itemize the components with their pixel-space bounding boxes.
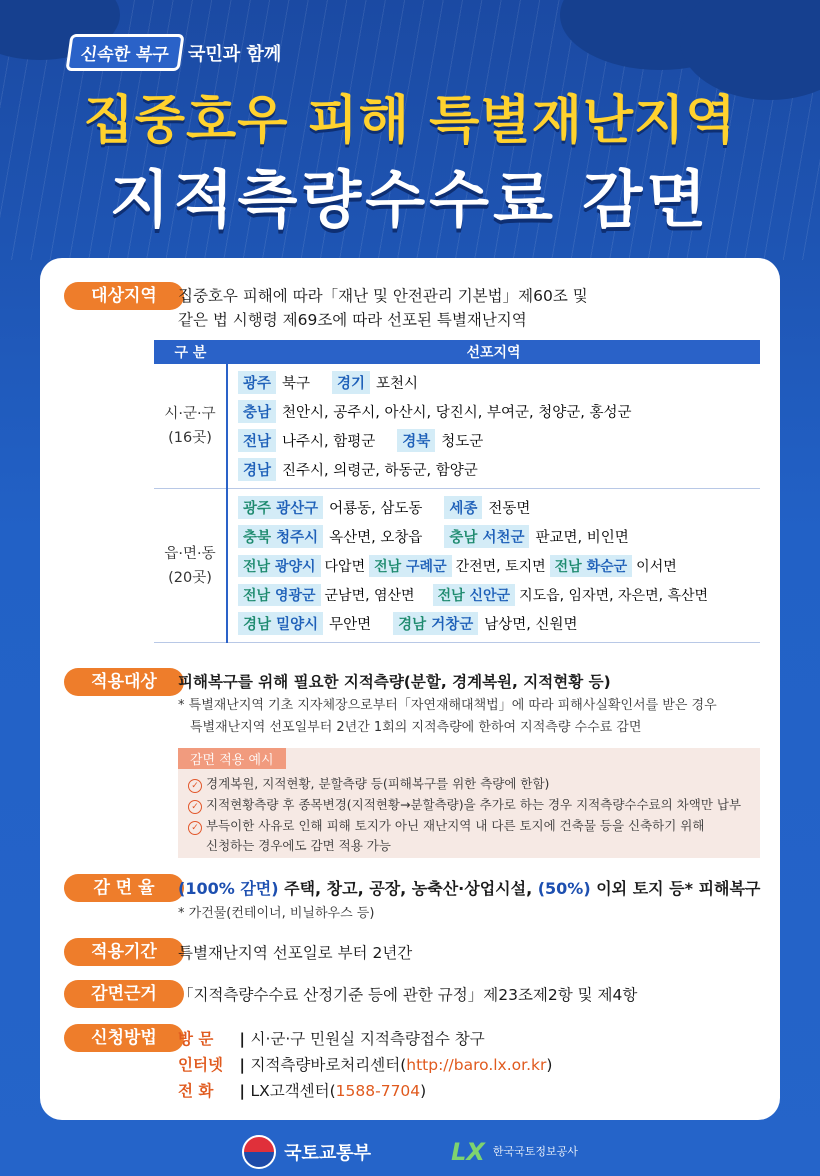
region-col-header-area: 선포지역: [227, 340, 760, 364]
list-item: 경남 밀양시 무안면 경남 거창군 남상면, 신원면: [238, 609, 760, 638]
region-col-header-category: 구 분: [154, 340, 227, 364]
example-box: [178, 748, 760, 858]
slogan: [68, 34, 281, 71]
list-item: 충북 청주시 옥산면, 오창읍 충남 서천군 판교면, 비인면: [238, 522, 760, 551]
target-area-desc-2: 같은 법 시행령 제69조에 따라 선포된 특별재난지역: [178, 311, 527, 329]
ministry-logo: 국토교통부: [242, 1135, 371, 1169]
phone-number[interactable]: 1588-7704: [335, 1082, 421, 1100]
lx-logo: LX 한국국토정보공사: [451, 1138, 578, 1166]
check-icon: ✓: [188, 779, 202, 793]
apply-target-label: 적용대상: [64, 668, 184, 696]
apply-method-label: 신청방법: [64, 1024, 184, 1052]
apply-target-main: 피해복구를 위해 필요한 지적측량(분할, 경계복원, 지적현황 등): [178, 673, 611, 691]
list-item: 광주 북구 경기 포천시: [238, 368, 760, 397]
check-icon: ✓: [188, 821, 202, 835]
list-item: 광주 광산구 어룡동, 삼도동 세종 전동면: [238, 493, 760, 522]
list-item: 인터넷 | 지적측량바로처리센터(http://baro.lx.or.kr): [178, 1056, 553, 1074]
content-card: [40, 258, 780, 1120]
list-item: 전 화 | LX고객센터(1588-7704): [178, 1082, 427, 1100]
list-item: 방 문 | 시·군·구 민원실 지적측량접수 창구: [178, 1030, 485, 1048]
table-row: [154, 489, 760, 643]
table-row: [154, 364, 760, 489]
list-item: 전남 나주시, 함평군 경북 청도군: [238, 426, 760, 455]
basis-text: 「지적측량수수료 산정기준 등에 관한 규정」제23조제2항 및 제4항: [178, 986, 638, 1004]
list-item: ✓ 지적현황측량 후 종목변경(지적현황→분할측량)을 추가로 하는 경우 지적측량수수료의 차액만 납부: [188, 795, 741, 814]
website-link[interactable]: http://baro.lx.or.kr: [406, 1056, 547, 1074]
category-sigungu: 시·군·구 (16곳): [154, 364, 227, 489]
list-item: 전남 영광군 군남면, 염산면 전남 신안군 지도읍, 임자면, 자은면, 흑산면: [238, 580, 760, 609]
slogan-text: 국민과 함께: [188, 43, 282, 65]
apply-method-list: [178, 1026, 552, 1104]
list-item: 충남 천안시, 공주시, 아산시, 당진시, 부여군, 청양군, 홍성군: [238, 397, 760, 426]
list-item: ✓ 부득이한 사유로 인해 피해 토지가 아닌 재난지역 내 다른 토지에 건축물 등을 신축하기 위해: [188, 816, 704, 835]
sigungu-list: [227, 364, 760, 489]
check-icon: ✓: [188, 800, 202, 814]
apply-target-note-2: 특별재난지역 선포일부터 2년간 1회의 지적측량에 한하여 지적측량 수수료 감면: [190, 720, 642, 735]
basis-label: 감면근거: [64, 980, 184, 1008]
target-area-desc-1: 집중호우 피해에 따라「재난 및 안전관리 기본법」제60조 및: [178, 287, 588, 305]
example-title: 감면 적용 예시: [178, 748, 286, 769]
slogan-badge: 신속한 복구: [65, 34, 184, 71]
target-area-label: 대상지역: [64, 282, 184, 310]
period-label: 적용기간: [64, 938, 184, 966]
list-item: 경남 진주시, 의령군, 하동군, 함양군: [238, 455, 760, 484]
rate-text: (100% 감면) 주택, 창고, 공장, 농축산·상업시설, (50%) 이외 토지 등* 피해복구: [178, 879, 761, 898]
rate-label: 감 면 율: [64, 874, 184, 902]
taegeuk-icon: [242, 1135, 276, 1169]
period-text: 특별재난지역 선포일로 부터 2년간: [178, 944, 413, 962]
title-line-2: 지적측량수수료 감면: [109, 163, 711, 236]
apply-target-note-1: * 특별재난지역 기초 지자체장으로부터「자연재해대책법」에 따라 피해사실확인서를 받은 경우: [178, 698, 717, 713]
list-item: 전남 광양시 다압면 전남 구례군 간전면, 토지면 전남 화순군 이서면: [238, 551, 760, 580]
category-eupmyeon: 읍·면·동 (20곳): [154, 489, 227, 643]
rate-note: * 가건물(컨테이너, 비닐하우스 등): [178, 906, 375, 921]
region-table: [154, 340, 760, 643]
list-item: ✓ 경계복원, 지적현황, 분할측량 등(피해복구를 위한 측량에 한함): [188, 774, 549, 793]
title-line-1: 집중호우 피해 특별재난지역: [83, 91, 737, 151]
footer: [0, 1128, 820, 1176]
eupmyeon-list: [227, 489, 760, 643]
example-continuation: 신청하는 경우에도 감면 적용 가능: [206, 838, 391, 853]
